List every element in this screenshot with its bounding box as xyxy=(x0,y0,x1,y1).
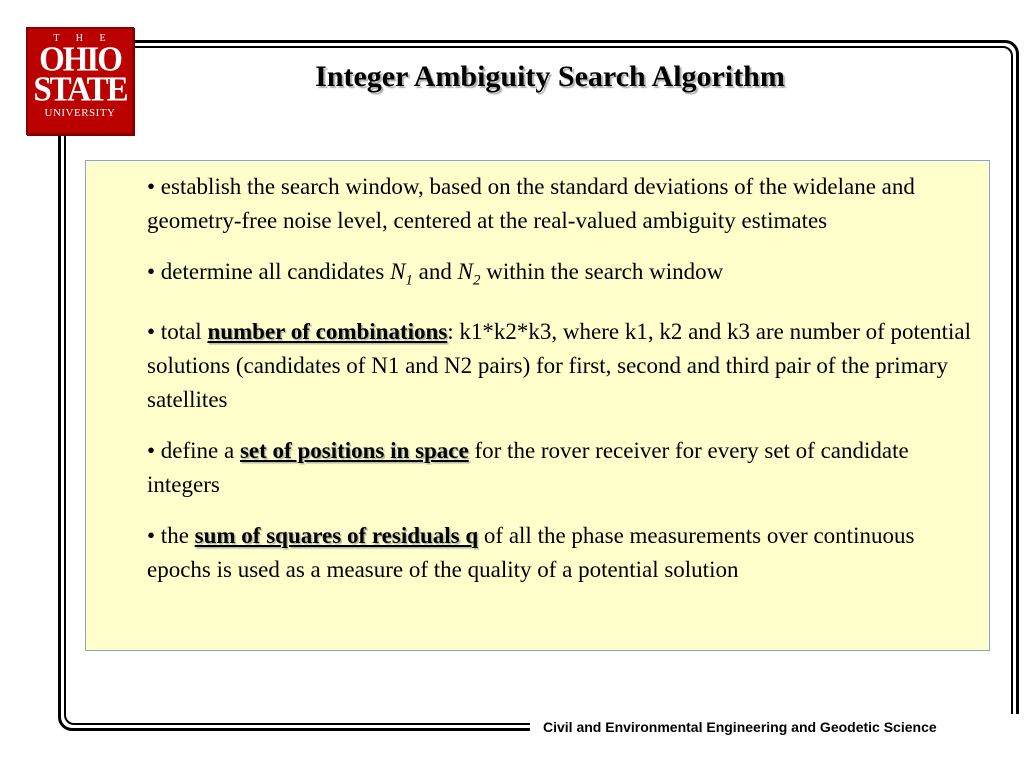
bullet-item xyxy=(147,519,982,587)
bullet-prefix: • determine all candidates xyxy=(147,259,391,284)
bullet-text: • establish the search window, based on the standard deviations of the widelane and geometry-free noise level, centered at the real-valued ambiguity estimates xyxy=(147,174,915,233)
bullet-prefix: • define a xyxy=(147,437,240,463)
variable-n1-symbol: N xyxy=(390,259,406,284)
variable-n2-symbol: N xyxy=(457,259,473,284)
logo-top-line: T H E xyxy=(53,33,113,44)
bullet-item xyxy=(147,170,982,238)
variable-n1-subscript: 1 xyxy=(405,272,413,289)
logo-line-university: UNIVERSITY xyxy=(44,107,116,119)
bullet-suffix: for the rover receiver for every set of candidate integers xyxy=(147,437,909,497)
slide-title: Integer Ambiguity Search Algorithm xyxy=(315,60,785,93)
bullet-suffix: of all the phase measurements over continuous epochs is used as a measure of the quality of a potential solution xyxy=(147,522,915,582)
emphasis-number-of-combinations: number of combinations xyxy=(207,318,448,344)
variable-n2-subscript: 2 xyxy=(472,272,481,289)
bullet-prefix: • total xyxy=(147,318,208,344)
emphasis-sum-of-squares: sum of squares of residuals q xyxy=(194,522,479,548)
bullet-prefix: • the xyxy=(147,522,195,548)
bullet-list xyxy=(147,170,982,604)
emphasis-set-of-positions: set of positions in space xyxy=(239,437,469,463)
bullet-suffix: : k1*k2*k3, where k1, k2 and k3 are number of potential solutions (candidates of N1 and N2 pairs) for first, second and third pair of the primary satellites xyxy=(147,318,972,412)
ohio-state-logo xyxy=(26,27,134,135)
logo-line-ohio: OHIO xyxy=(39,41,121,79)
variable-n2 xyxy=(457,259,481,289)
logo-line-state: STATE xyxy=(33,71,127,109)
variable-n1 xyxy=(390,259,413,289)
bullet-item xyxy=(147,434,982,502)
bullet-suffix: within the search window xyxy=(480,259,724,284)
footer-department: Civil and Environmental Engineering and Geodetic Science xyxy=(543,719,937,735)
bullet-item xyxy=(147,315,982,417)
bullet-item xyxy=(147,255,982,298)
bullet-mid: and xyxy=(412,259,458,284)
